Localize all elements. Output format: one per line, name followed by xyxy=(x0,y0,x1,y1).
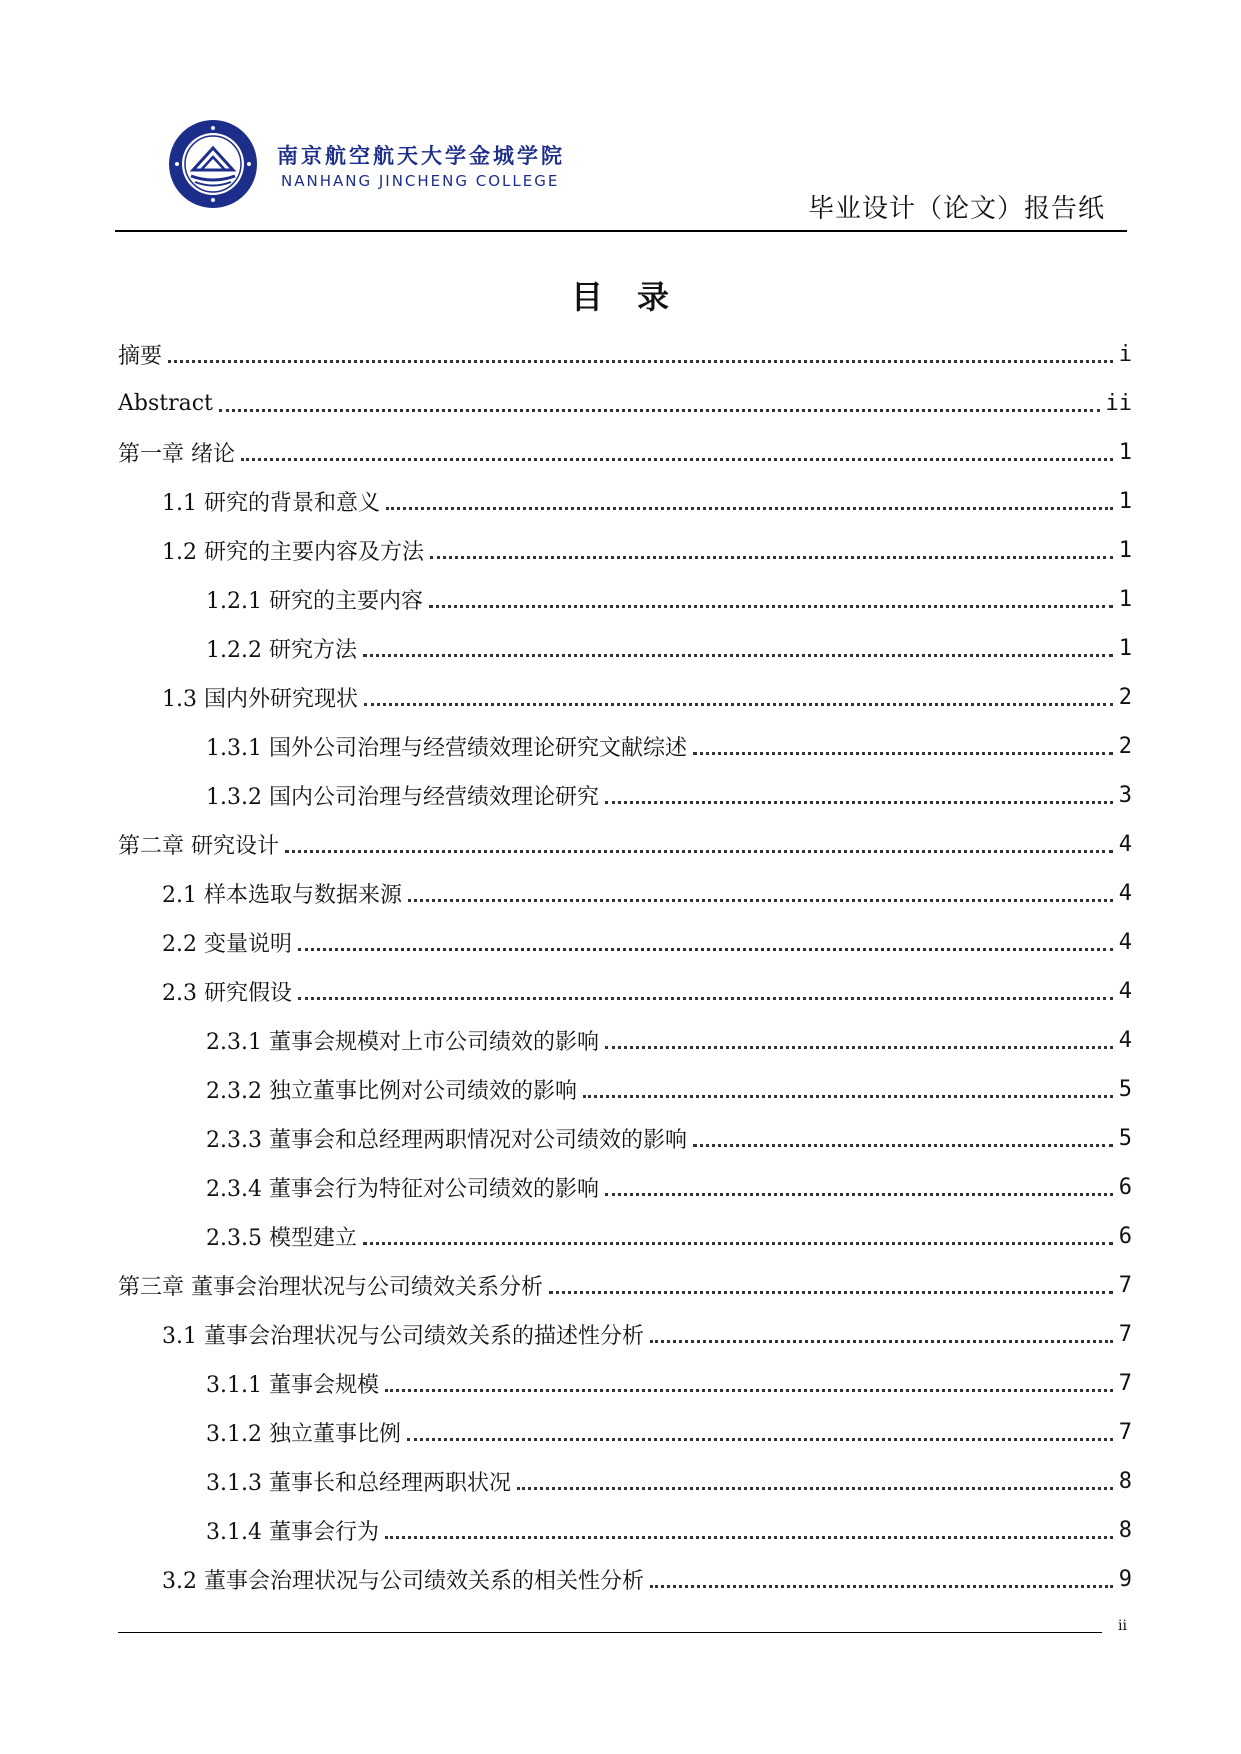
toc-leader-dots xyxy=(583,1079,1113,1101)
toc-leader-dots xyxy=(385,1373,1113,1395)
toc-entry[interactable] xyxy=(118,869,1132,918)
toc-entry-label: 3.1.4 董事会行为 xyxy=(206,1520,379,1545)
toc-entry-page: i xyxy=(1118,342,1132,367)
toc-entry-page: 8 xyxy=(1118,1469,1132,1494)
toc-entry-label: 2.2 变量说明 xyxy=(162,932,292,957)
college-seal-logo xyxy=(167,118,259,210)
toc-entry-page: 7 xyxy=(1118,1273,1132,1298)
toc-entry-label: 2.3.1 董事会规模对上市公司绩效的影响 xyxy=(206,1030,599,1055)
toc-leader-dots xyxy=(407,1422,1113,1444)
toc-entry-page: 7 xyxy=(1118,1322,1132,1347)
toc-entry[interactable] xyxy=(118,575,1132,624)
toc-entry[interactable] xyxy=(118,967,1132,1016)
toc-entry[interactable] xyxy=(118,1555,1132,1604)
toc-entry-label: 第二章 研究设计 xyxy=(118,834,279,859)
toc-entry-label: 3.1.3 董事长和总经理两职状况 xyxy=(206,1471,511,1496)
toc-leader-dots xyxy=(298,932,1113,954)
toc-entry-page: 2 xyxy=(1118,685,1132,710)
toc-entry-label: 1.3.1 国外公司治理与经营绩效理论研究文献综述 xyxy=(206,736,687,761)
toc-entry-page: 4 xyxy=(1118,979,1132,1004)
toc-entry[interactable] xyxy=(118,1457,1132,1506)
toc-entry-page: 1 xyxy=(1118,489,1132,514)
toc-entry-label: 2.3 研究假设 xyxy=(162,981,292,1006)
toc-entry[interactable] xyxy=(118,624,1132,673)
toc-leader-dots xyxy=(241,442,1113,464)
toc-entry[interactable] xyxy=(118,1359,1132,1408)
toc-entry[interactable] xyxy=(118,1016,1132,1065)
toc-entry[interactable] xyxy=(118,1163,1132,1212)
toc-entry-label: 第一章 绪论 xyxy=(118,442,235,467)
toc-leader-dots xyxy=(386,491,1113,513)
toc-entry-page: 6 xyxy=(1118,1224,1132,1249)
toc-entry-page: 4 xyxy=(1118,930,1132,955)
toc-entry[interactable] xyxy=(118,428,1132,477)
toc-entry-page: 8 xyxy=(1118,1518,1132,1543)
toc-entry-page: 1 xyxy=(1118,636,1132,661)
toc-entry-page: 1 xyxy=(1118,538,1132,563)
toc-entry-page: 4 xyxy=(1118,881,1132,906)
toc-entry[interactable] xyxy=(118,918,1132,967)
toc-entry-label: 1.3.2 国内公司治理与经营绩效理论研究 xyxy=(206,785,599,810)
toc-entry[interactable] xyxy=(118,1114,1132,1163)
toc-entry-page: 2 xyxy=(1118,734,1132,759)
table-of-contents xyxy=(118,330,1132,1604)
toc-leader-dots xyxy=(429,589,1113,611)
toc-entry[interactable] xyxy=(118,1408,1132,1457)
toc-entry-label: 2.3.2 独立董事比例对公司绩效的影响 xyxy=(206,1079,577,1104)
toc-entry-page: 9 xyxy=(1118,1567,1132,1592)
footer-divider xyxy=(118,1632,1102,1633)
toc-entry[interactable] xyxy=(118,1261,1132,1310)
toc-entry-page: 1 xyxy=(1118,440,1132,465)
toc-leader-dots xyxy=(168,344,1113,366)
college-name-en: NANHANG JINCHENG COLLEGE xyxy=(281,172,560,190)
toc-entry[interactable] xyxy=(118,1065,1132,1114)
toc-entry-label: 2.1 样本选取与数据来源 xyxy=(162,883,402,908)
toc-leader-dots xyxy=(364,687,1113,709)
toc-entry-page: 5 xyxy=(1118,1077,1132,1102)
toc-entry[interactable] xyxy=(118,722,1132,771)
toc-entry[interactable] xyxy=(118,1212,1132,1261)
toc-entry-label: 1.2 研究的主要内容及方法 xyxy=(162,540,424,565)
toc-entry-label: Abstract xyxy=(118,391,213,416)
toc-leader-dots xyxy=(430,540,1113,562)
toc-leader-dots xyxy=(605,1177,1113,1199)
toc-entry-page: 1 xyxy=(1118,587,1132,612)
footer-page-number: ii xyxy=(1118,1618,1127,1634)
toc-entry-label: 1.3 国内外研究现状 xyxy=(162,687,358,712)
toc-leader-dots xyxy=(363,1226,1113,1248)
page-header xyxy=(115,108,1127,230)
toc-entry-page: 3 xyxy=(1118,783,1132,808)
toc-entry[interactable] xyxy=(118,330,1132,379)
toc-entry[interactable] xyxy=(118,1506,1132,1555)
toc-entry-page: 7 xyxy=(1118,1420,1132,1445)
toc-entry[interactable] xyxy=(118,1310,1132,1359)
toc-leader-dots xyxy=(650,1569,1113,1591)
toc-entry-label: 2.3.3 董事会和总经理两职情况对公司绩效的影响 xyxy=(206,1128,687,1153)
toc-leader-dots xyxy=(385,1520,1113,1542)
toc-entry-label: 2.3.5 模型建立 xyxy=(206,1226,357,1251)
toc-entry[interactable] xyxy=(118,379,1132,428)
toc-entry-label: 3.2 董事会治理状况与公司绩效关系的相关性分析 xyxy=(162,1569,644,1594)
toc-entry-label: 1.1 研究的背景和意义 xyxy=(162,491,380,516)
toc-entry-label: 3.1 董事会治理状况与公司绩效关系的描述性分析 xyxy=(162,1324,644,1349)
toc-entry-label: 1.2.2 研究方法 xyxy=(206,638,357,663)
toc-entry[interactable] xyxy=(118,477,1132,526)
toc-entry[interactable] xyxy=(118,771,1132,820)
toc-entry-label: 摘要 xyxy=(118,344,163,369)
toc-leader-dots xyxy=(693,736,1113,758)
toc-leader-dots xyxy=(219,393,1100,415)
toc-leader-dots xyxy=(693,1128,1113,1150)
toc-entry[interactable] xyxy=(118,526,1132,575)
toc-entry-page: ii xyxy=(1105,391,1132,416)
toc-leader-dots xyxy=(549,1275,1113,1297)
toc-entry-label: 第三章 董事会治理状况与公司绩效关系分析 xyxy=(118,1275,543,1300)
toc-leader-dots xyxy=(605,785,1113,807)
toc-leader-dots xyxy=(408,883,1113,905)
toc-entry-page: 5 xyxy=(1118,1126,1132,1151)
toc-entry-label: 3.1.1 董事会规模 xyxy=(206,1373,379,1398)
toc-entry[interactable] xyxy=(118,820,1132,869)
toc-entry-label: 1.2.1 研究的主要内容 xyxy=(206,589,423,614)
toc-entry-label: 3.1.2 独立董事比例 xyxy=(206,1422,401,1447)
toc-leader-dots xyxy=(650,1324,1113,1346)
toc-leader-dots xyxy=(605,1030,1113,1052)
toc-title: 目 录 xyxy=(570,278,670,316)
header-divider xyxy=(115,230,1127,232)
toc-leader-dots xyxy=(363,638,1113,660)
report-paper-title: 毕业设计（论文）报告纸 xyxy=(807,194,1105,224)
toc-entry-page: 7 xyxy=(1118,1371,1132,1396)
toc-entry-page: 4 xyxy=(1118,1028,1132,1053)
toc-entry-label: 2.3.4 董事会行为特征对公司绩效的影响 xyxy=(206,1177,599,1202)
college-name-cn: 南京航空航天大学金城学院 xyxy=(277,143,565,168)
toc-entry[interactable] xyxy=(118,673,1132,722)
toc-entry-page: 4 xyxy=(1118,832,1132,857)
toc-leader-dots xyxy=(298,981,1113,1003)
toc-entry-page: 6 xyxy=(1118,1175,1132,1200)
toc-leader-dots xyxy=(517,1471,1113,1493)
toc-leader-dots xyxy=(285,834,1113,856)
